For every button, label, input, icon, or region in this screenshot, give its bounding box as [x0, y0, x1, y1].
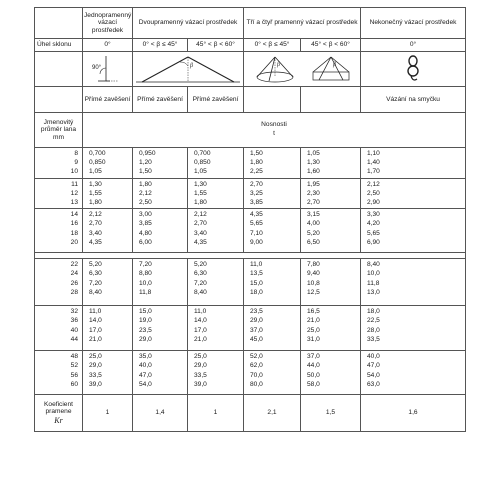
table-cell: 37,0 — [250, 326, 263, 334]
table-cell: 1,60 — [307, 168, 320, 176]
table-cell: 40 — [70, 326, 78, 334]
suspension-type: Vázání na smyčku — [361, 87, 466, 113]
table-cell: 58,0 — [307, 380, 320, 388]
table-cell: 37,0 — [307, 353, 320, 361]
table-cell: 25,0 — [194, 353, 207, 361]
table-cell: 18,0 — [367, 308, 380, 316]
table-cell: 2,50 — [367, 189, 380, 197]
table-cell: 7,20 — [194, 279, 207, 287]
table-cell: 6,00 — [139, 238, 152, 246]
capacity-column — [133, 351, 188, 395]
header-row — [35, 8, 466, 39]
data-group — [35, 306, 466, 351]
table-cell: 19,0 — [139, 317, 152, 325]
table-cell: 44,0 — [307, 362, 320, 370]
table-cell: 12,5 — [307, 288, 320, 296]
table-cell: 44 — [70, 335, 78, 343]
capacity-column — [133, 209, 188, 253]
table-cell: 33,5 — [194, 371, 207, 379]
angle-value: 0° — [83, 39, 133, 52]
table-cell: 4,20 — [367, 220, 380, 228]
beta-label: β — [333, 62, 336, 68]
coefficient-label: Koeficient pramene — [44, 400, 73, 416]
capacity-column — [83, 178, 133, 209]
table-cell: 70,0 — [250, 371, 263, 379]
table-cell: 14,0 — [194, 317, 207, 325]
table-cell: 62,0 — [250, 362, 263, 370]
coefficient-value: 1 — [83, 395, 133, 432]
table-cell: 50,0 — [307, 371, 320, 379]
capacity-column — [83, 209, 133, 253]
diameter-column — [35, 209, 83, 253]
table-cell: 5,65 — [250, 220, 263, 228]
table-cell: 33,5 — [89, 371, 102, 379]
table-cell: 3,40 — [89, 229, 102, 237]
capacity-column — [361, 306, 466, 351]
header-triple: Tří a čtyř pramenný vázací prostředek — [244, 8, 361, 39]
table-cell: 1,50 — [250, 150, 263, 157]
capacity-column — [83, 351, 133, 395]
table-cell: 3,30 — [367, 211, 380, 219]
capacity-column — [244, 148, 301, 179]
angle-row — [35, 39, 466, 52]
illustration-row — [35, 52, 466, 87]
capacity-column — [133, 148, 188, 179]
table-cell: 6,90 — [367, 238, 380, 246]
table-cell: 23,5 — [250, 308, 263, 316]
table-cell: 5,20 — [307, 229, 320, 237]
table-cell: 3,85 — [250, 198, 263, 206]
capacity-column — [244, 351, 301, 395]
table-cell: 11,8 — [367, 279, 380, 287]
table-cell: 1,95 — [307, 180, 320, 188]
header-single: Jednopramenný vázací prostředek — [83, 8, 133, 39]
capacity-column — [361, 259, 466, 306]
capacity-column — [188, 351, 244, 395]
capacity-column — [244, 306, 301, 351]
table-cell: 31,0 — [307, 335, 320, 343]
angle-value: 0° < β ≤ 45° — [244, 39, 301, 52]
table-cell: 28 — [70, 288, 78, 296]
capacity-column — [133, 306, 188, 351]
table-cell: 1,30 — [89, 180, 102, 188]
capacity-column — [188, 178, 244, 209]
table-cell: 56 — [70, 371, 78, 379]
table-cell: 1,55 — [194, 189, 207, 197]
table-cell: 24 — [70, 270, 78, 278]
table-cell: 36 — [70, 317, 78, 325]
table-cell: 0,700 — [194, 150, 211, 157]
single-leg-diagram — [83, 52, 133, 87]
diameter-column — [35, 351, 83, 395]
table-cell: 40,0 — [367, 353, 380, 361]
table-cell: 29,0 — [89, 362, 102, 370]
suspension-type — [244, 87, 301, 113]
capacity-column — [244, 178, 301, 209]
table-cell: 1,05 — [307, 150, 320, 157]
capacity-column — [133, 259, 188, 306]
capacity-column — [361, 178, 466, 209]
capacity-column — [301, 351, 361, 395]
table-cell: 2,12 — [139, 189, 152, 197]
table-cell: 16,5 — [307, 308, 320, 316]
data-group — [35, 259, 466, 306]
table-cell: 0,850 — [89, 159, 106, 167]
table-cell: 0,700 — [89, 150, 106, 157]
table-cell: 11,0 — [194, 308, 207, 316]
coefficient-value: 1,4 — [133, 395, 188, 432]
table-cell: 16 — [70, 220, 78, 228]
table-cell: 1,10 — [367, 150, 380, 157]
table-cell: 12 — [70, 189, 78, 197]
table-cell: 2,70 — [89, 220, 102, 228]
table-cell: 11 — [71, 180, 78, 188]
table-cell: 0,850 — [194, 159, 211, 167]
capacity-label: Nosnosti — [261, 120, 287, 128]
table-cell: 39,0 — [89, 380, 102, 388]
table-cell: 1,80 — [194, 198, 207, 206]
table-cell: 8,40 — [89, 288, 102, 296]
table-cell: 0,950 — [139, 150, 156, 157]
diameter-column — [35, 178, 83, 209]
table-cell: 21,0 — [194, 335, 207, 343]
capacity-column — [188, 209, 244, 253]
table-cell: 6,50 — [307, 238, 320, 246]
table-cell: 2,70 — [194, 220, 207, 228]
table-cell: 2,70 — [307, 198, 320, 206]
capacity-column — [361, 209, 466, 253]
table-cell: 1,20 — [139, 159, 152, 167]
table-cell: 52,0 — [250, 353, 263, 361]
capacity-column — [361, 351, 466, 395]
table-cell: 17,0 — [194, 326, 207, 334]
table-cell: 11,0 — [89, 308, 102, 316]
table-cell: 1,50 — [139, 168, 152, 176]
coefficient-row — [35, 395, 466, 432]
table-cell: 48 — [70, 353, 78, 361]
table-cell: 13 — [70, 198, 78, 206]
table-cell: 2,30 — [307, 189, 320, 197]
capacity-column — [244, 259, 301, 306]
table-cell: 54,0 — [139, 380, 152, 388]
table-cell: 7,20 — [89, 279, 102, 287]
capacity-column — [301, 178, 361, 209]
table-cell: 4,35 — [250, 211, 263, 219]
sling-capacity-table-container — [34, 7, 465, 432]
table-cell: 8 — [74, 150, 78, 157]
table-cell: 9,00 — [250, 238, 263, 246]
capacity-column — [83, 148, 133, 179]
table-cell: 18 — [70, 229, 78, 237]
table-cell: 10,0 — [367, 270, 380, 278]
endless-sling-diagram — [361, 52, 466, 87]
table-cell: 3,85 — [139, 220, 152, 228]
sling-capacity-table — [34, 7, 466, 432]
table-cell: 4,35 — [194, 238, 207, 246]
table-cell: 2,70 — [250, 180, 263, 188]
angle-value: 45° < β < 60° — [188, 39, 244, 52]
table-cell: 13,0 — [367, 288, 380, 296]
table-cell: 39,0 — [194, 380, 207, 388]
table-cell: 11,0 — [250, 261, 263, 269]
suspension-type: Přímé zavěšení — [188, 87, 244, 113]
table-cell: 20 — [70, 238, 78, 246]
capacity-column — [83, 259, 133, 306]
table-cell: 45,0 — [250, 335, 263, 343]
table-cell: 47,0 — [139, 371, 152, 379]
table-cell: 13,5 — [250, 270, 263, 278]
table-cell: 54,0 — [367, 371, 380, 379]
table-cell: 15,0 — [250, 279, 263, 287]
capacity-header-row — [35, 113, 466, 148]
table-cell: 8,40 — [367, 261, 380, 269]
data-group — [35, 178, 466, 209]
table-cell: 5,65 — [367, 229, 380, 237]
capacity-column — [244, 209, 301, 253]
table-cell: 29,0 — [194, 362, 207, 370]
diameter-label: Jmenovitý průměr lana mm — [35, 113, 83, 148]
table-cell: 8,80 — [139, 270, 152, 278]
table-cell: 10,8 — [307, 279, 320, 287]
suspension-type: Přímé zavěšení — [133, 87, 188, 113]
table-cell: 2,12 — [367, 180, 380, 188]
table-cell: 5,20 — [89, 261, 102, 269]
table-cell: 7,20 — [139, 261, 152, 269]
table-cell: 9,40 — [307, 270, 320, 278]
coefficient-label-cell — [35, 395, 83, 432]
table-cell: 28,0 — [367, 326, 380, 334]
table-cell: 80,0 — [250, 380, 263, 388]
multi-leg-diagram — [244, 52, 361, 87]
capacity-column — [301, 306, 361, 351]
table-cell: 63,0 — [367, 380, 380, 388]
capacity-column — [188, 306, 244, 351]
table-cell: 35,0 — [139, 353, 152, 361]
table-cell: 1,55 — [89, 189, 102, 197]
data-group — [35, 351, 466, 395]
table-cell: 15,0 — [139, 308, 152, 316]
table-cell: 2,25 — [250, 168, 263, 176]
table-cell: 25,0 — [307, 326, 320, 334]
table-cell: 21,0 — [89, 335, 102, 343]
table-cell: 2,12 — [89, 211, 102, 219]
table-cell: 2,50 — [139, 198, 152, 206]
table-cell: 1,05 — [194, 168, 207, 176]
capacity-column — [83, 306, 133, 351]
table-cell: 10,0 — [139, 279, 152, 287]
diameter-column — [35, 259, 83, 306]
coefficient-value: 1,5 — [301, 395, 361, 432]
table-cell: 47,0 — [367, 362, 380, 370]
table-cell: 9 — [74, 159, 78, 167]
table-cell: 1,40 — [367, 159, 380, 167]
table-cell: 29,0 — [139, 335, 152, 343]
coefficient-symbol: Kr — [54, 415, 63, 425]
angle-90-label: 90° — [91, 65, 101, 71]
capacity-column — [188, 148, 244, 179]
table-cell: 1,05 — [89, 168, 102, 176]
table-cell: 23,5 — [139, 326, 152, 334]
table-cell: 6,30 — [89, 270, 102, 278]
table-cell: 6,30 — [194, 270, 207, 278]
table-cell: 1,30 — [307, 159, 320, 167]
table-cell: 3,25 — [250, 189, 263, 197]
angle-value: 45° < β < 60° — [301, 39, 361, 52]
table-cell: 11,8 — [139, 288, 152, 296]
table-cell: 10 — [70, 168, 78, 176]
diameter-column — [35, 148, 83, 179]
coefficient-value: 1 — [188, 395, 244, 432]
table-cell: 17,0 — [89, 326, 102, 334]
table-cell: 3,40 — [194, 229, 207, 237]
capacity-column — [301, 259, 361, 306]
corner-cell — [35, 8, 83, 39]
table-cell: 22 — [70, 261, 78, 269]
coefficient-value: 2,1 — [244, 395, 301, 432]
table-cell: 1,80 — [250, 159, 263, 167]
table-cell: 3,00 — [139, 211, 152, 219]
angle-label: Úhel sklonu — [35, 39, 83, 52]
table-cell: 22,5 — [367, 317, 380, 325]
diameter-column — [35, 306, 83, 351]
table-cell: 5,20 — [194, 261, 207, 269]
data-group — [35, 148, 466, 179]
angle-value: 0° < β ≤ 45° — [133, 39, 188, 52]
table-cell: 2,12 — [194, 211, 207, 219]
table-cell: 40,0 — [139, 362, 152, 370]
table-cell: 4,80 — [139, 229, 152, 237]
table-cell: 18,0 — [250, 288, 263, 296]
double-leg-diagram — [133, 52, 244, 87]
table-cell: 1,70 — [367, 168, 380, 176]
table-cell: 21,0 — [307, 317, 320, 325]
capacity-unit: t — [273, 130, 275, 137]
table-cell: 4,00 — [307, 220, 320, 228]
table-cell: 25,0 — [89, 353, 102, 361]
suspension-type: Přímé zavěšení — [83, 87, 133, 113]
beta-label: β — [190, 63, 193, 69]
table-cell: 60 — [70, 380, 78, 388]
table-cell: 52 — [70, 362, 78, 370]
table-cell: 2,90 — [367, 198, 380, 206]
table-cell: 14,0 — [89, 317, 102, 325]
table-cell: 8,40 — [194, 288, 207, 296]
table-cell: 1,80 — [89, 198, 102, 206]
table-cell: 7,80 — [307, 261, 320, 269]
table-cell: 14 — [70, 211, 78, 219]
table-cell: 33,5 — [367, 335, 380, 343]
data-group — [35, 209, 466, 253]
angle-value: 0° — [361, 39, 466, 52]
table-cell: 4,35 — [89, 238, 102, 246]
capacity-header — [83, 113, 466, 148]
table-cell: 26 — [70, 279, 78, 287]
suspension-row — [35, 87, 466, 113]
capacity-column — [301, 209, 361, 253]
capacity-column — [188, 259, 244, 306]
beta-label: β — [277, 62, 280, 68]
coefficient-value: 1,6 — [361, 395, 466, 432]
header-endless: Nekonečný vázací prostředek — [361, 8, 466, 39]
table-cell: 32 — [70, 308, 78, 316]
table-cell: 1,80 — [139, 180, 152, 188]
table-cell: 3,15 — [307, 211, 320, 219]
table-cell: 29,0 — [250, 317, 263, 325]
table-cell: 7,10 — [250, 229, 263, 237]
table-cell: 1,30 — [194, 180, 207, 188]
capacity-column — [361, 148, 466, 179]
header-double: Dvoupramenný vázací prostředek — [133, 8, 244, 39]
capacity-column — [301, 148, 361, 179]
suspension-type — [301, 87, 361, 113]
capacity-column — [133, 178, 188, 209]
